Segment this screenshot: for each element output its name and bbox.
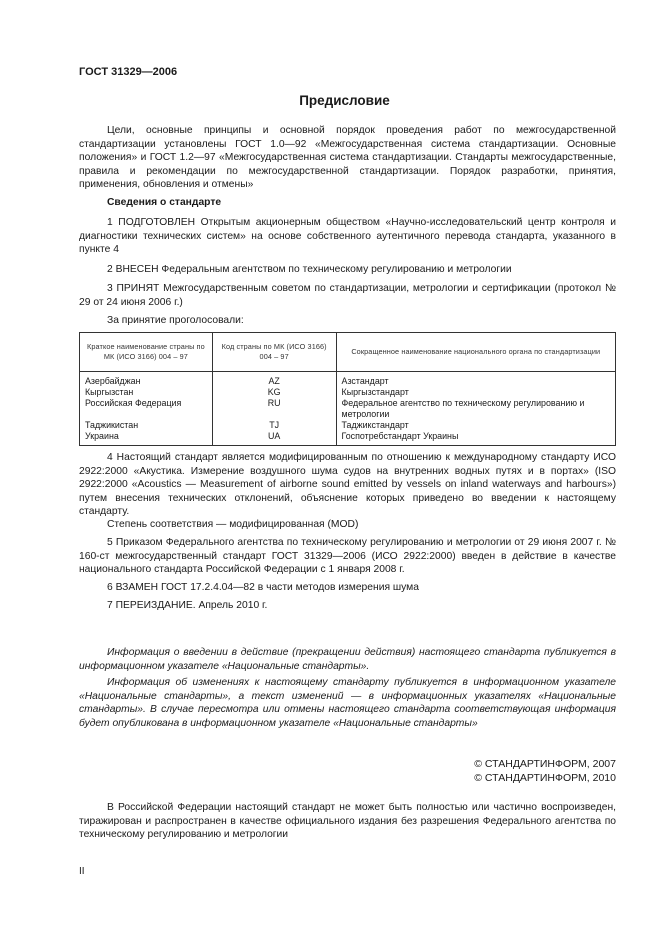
cell-code: UA — [212, 431, 336, 446]
intro-paragraph: Цели, основные принципы и основной порядок проведения работ по межгосударственной стандартизации установлены ГОСТ 1.0—92 «Межгосударственная система стандартизации. Основные положения» и ГОСТ 1.2—97 «Межгосударственная система стандартизации. Стандарты межгосударственные, правила и рекомендации по межгосударственной стандартизации. Порядок разработки, принятия, применения, обновления и отмены» — [79, 125, 616, 191]
cell-country: Российская Федерация — [80, 398, 213, 420]
item-5-order: 5 Приказом Федерального агентства по техническому регулированию и метрологии от 29 июня 2007 г. № 160-ст межгосударственный стандарт ГОСТ 31329—2006 (ИСО 2922:2000) введен в действие в качестве национального стандарта Российской Федерации с 1 января 2008 г. — [79, 537, 616, 576]
cell-code: RU — [212, 398, 336, 420]
item-4-degree: Степень соответствия — модифицированная (MOD) — [107, 519, 359, 530]
cell-country: Украина — [80, 431, 213, 446]
item-4-modified: 4 Настоящий стандарт является модифицированным по отношению к международному стандарту ИСО 2922:2000 «Акустика. Измерение воздушного шума судов на внутренних водных путях и в портах» (ISO 2922:2000 «Acoustics — Measurement of airborne sound emitted by vessels on inland waterways and harbours») путем внесения технических отклонений, объяснение которых приведено во введении к настоящему стандарту. — [79, 452, 616, 518]
page-number: II — [79, 866, 85, 877]
cell-standards-body: Госпотребстандарт Украины — [336, 431, 615, 446]
cell-country: Азербайджан — [80, 372, 213, 388]
item-3-adopted: 3 ПРИНЯТ Межгосударственным советом по стандартизации, метрологии и сертификации (протокол № 29 от 24 июня 2006 г.) — [79, 283, 616, 308]
table-row — [80, 398, 616, 420]
header-country: Краткое наименование страны по МК (ИСО 3166) 004 – 97 — [80, 333, 213, 372]
vote-intro: За принятие проголосовали: — [107, 315, 244, 326]
info-paragraph-1: Информация о введении в действие (прекращении действия) настоящего стандарта публикуется в информационном указателе «Национальные стандарты». — [79, 647, 616, 672]
item-7-reissue: 7 ПЕРЕИЗДАНИЕ. Апрель 2010 г. — [107, 600, 268, 611]
section-heading: Сведения о стандарте — [107, 197, 222, 208]
cell-code: TJ — [212, 420, 336, 431]
table-row — [80, 387, 616, 398]
cell-code: AZ — [212, 372, 336, 388]
cell-country: Таджикистан — [80, 420, 213, 431]
legal-notice: В Российской Федерации настоящий стандарт не может быть полностью или частично воспроизведен, тиражирован и распространен в качестве официального издания без разрешения Федерального агентства по техническому регулированию и метрологии — [79, 802, 616, 841]
copyright-2007: © СТАНДАРТИНФОРМ, 2007 — [474, 758, 616, 770]
voting-table — [79, 332, 616, 446]
item-1-prepared: 1 ПОДГОТОВЛЕН Открытым акционерным обществом «Научно-исследовательский центр контроля и диагностики технических систем» на основе собственного аутентичного перевода стандарта, указанного в пункте 4 — [79, 217, 616, 256]
document-code: ГОСТ 31329—2006 — [79, 66, 178, 78]
cell-standards-body: Азстандарт — [336, 372, 615, 388]
header-standards-body: Сокращенное наименование национального органа по стандартизации — [336, 333, 615, 372]
cell-country: Кыргызстан — [80, 387, 213, 398]
table-row — [80, 420, 616, 431]
table-row — [80, 372, 616, 388]
table-row — [80, 431, 616, 446]
cell-standards-body: Федеральное агентство по техническому регулированию и метрологии — [336, 398, 615, 420]
cell-standards-body: Таджикстандарт — [336, 420, 615, 431]
header-code: Код страны по МК (ИСО 3166) 004 – 97 — [212, 333, 336, 372]
table-header-row — [80, 333, 616, 372]
item-2-submitted: 2 ВНЕСЕН Федеральным агентством по техническому регулированию и метрологии — [107, 264, 512, 275]
page-title: Предисловие — [299, 93, 390, 108]
cell-standards-body: Кыргызстандарт — [336, 387, 615, 398]
copyright-2010: © СТАНДАРТИНФОРМ, 2010 — [474, 772, 616, 784]
cell-code: KG — [212, 387, 336, 398]
item-6-replaces: 6 ВЗАМЕН ГОСТ 17.2.4.04—82 в части методов измерения шума — [107, 582, 419, 593]
info-paragraph-2: Информация об изменениях к настоящему стандарту публикуется в информационном указателе «Национальные стандарты», а текст изменений — в информационных указателях «Национальные стандарты». В случае пересмотра или отмены настоящего стандарта соответствующая информация будет опубликована в информационном указателе «Национальные стандарты» — [79, 677, 616, 729]
